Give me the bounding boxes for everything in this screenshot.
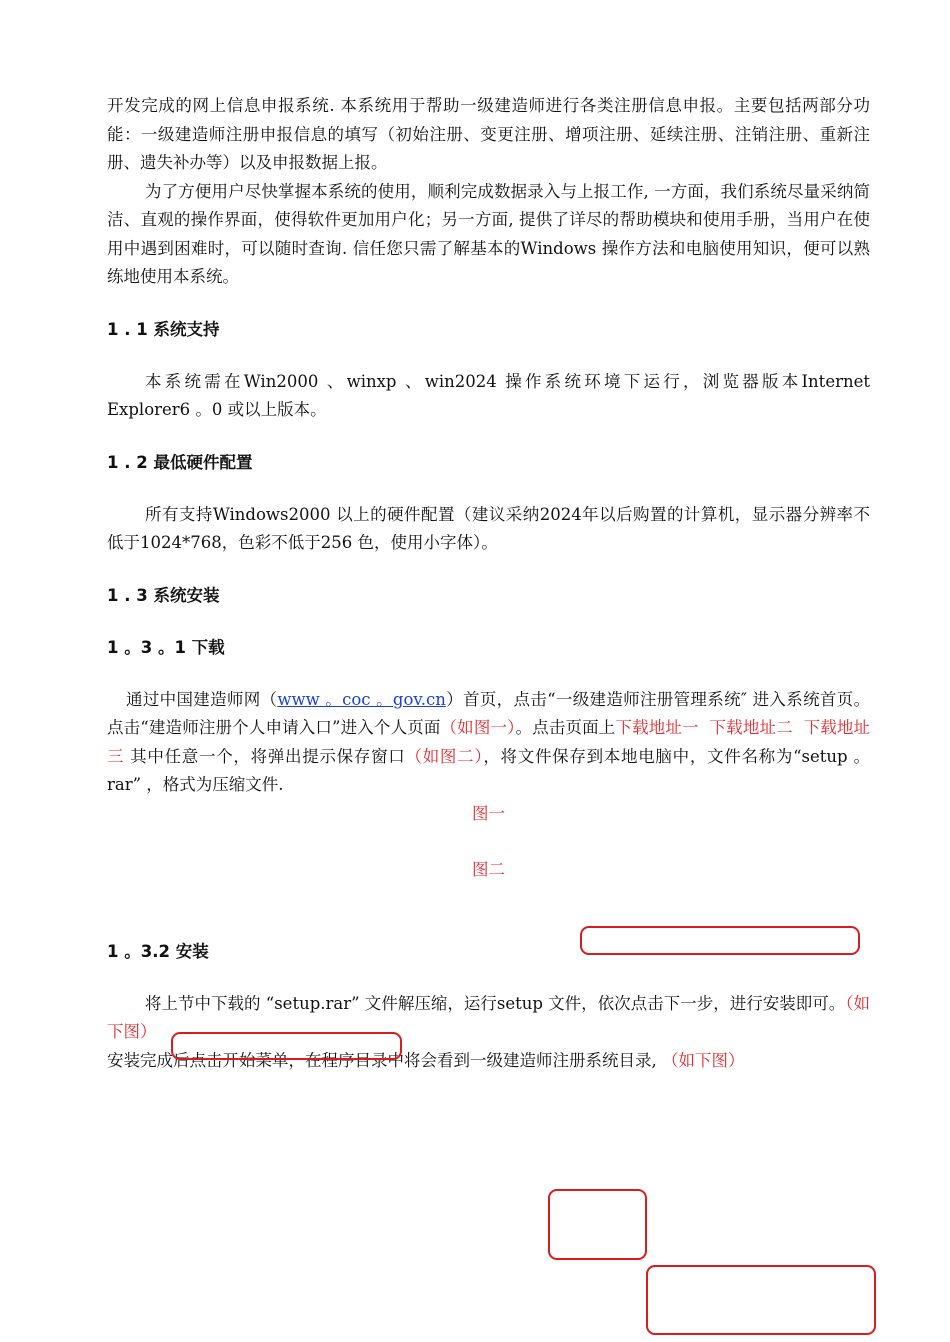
figure-1-reference: （如图一）: [440, 718, 516, 737]
section-1-1-body: 本系统需在Win2000 、winxp 、win2024 操作系统环境下运行，浏览器版本Internet Explorer6 。0 或以上版本。: [107, 371, 870, 419]
figure-2-reference: （如图二）: [405, 746, 484, 766]
highlight-box-1: [580, 926, 860, 955]
install-text-2: 安装完成后点击开始菜单，在程序目录中将会看到一级建造师注册系统目录,: [107, 1050, 657, 1070]
section-heading-1-3-1: 1 。3 。1 下载: [107, 637, 225, 657]
section-1-2-body: 所有支持Windows2000 以上的硬件配置（建议采纳2024年以后购置的计算机，显示器分辨率不低于1024*768，色彩不低于256 色，使用小字体）。: [107, 504, 870, 552]
download-text-5: ，将文件保存到本地电脑中，文件名称为“setup 。rar” ，格式为压缩文件.: [107, 746, 871, 794]
intro-paragraph-2: 为了方便用户尽快掌握本系统的使用，顺利完成数据录入与上报工作, 一方面，我们系统尽量采纳简洁、直观的操作界面，使得软件更加用户化；另一方面, 提供了详尽的帮助模块和使用手册，当用户在使用中遇到困难时，可以随时查询. 信任您只需了解基本的Windows 操作方法和电脑使用知识，便可以熟练地使用本系统。: [107, 181, 870, 286]
section-heading-1-3: 1 . 3 系统安装: [107, 585, 220, 605]
section-heading-1-1: 1 . 1 系统支持: [107, 319, 220, 339]
download-paragraph: [107, 686, 870, 800]
download-text-1: 通过中国建造师网（: [126, 689, 278, 709]
download-text-3: 。点击页面上: [515, 718, 616, 737]
install-figure-reference-2: （如下图）: [662, 1050, 745, 1070]
section-heading-1-2: 1 . 2 最低硬件配置: [107, 452, 253, 472]
download-address-3-link[interactable]: 下载地址三: [107, 718, 871, 766]
download-address-2-link[interactable]: 下载地址二: [709, 718, 793, 737]
intro-paragraph-1: 开发完成的网上信息申报系统. 本系统用于帮助一级建造师进行各类注册信息申报。主要包括两部分功能：一级建造师注册申报信息的填写（初始注册、变更注册、增项注册、延续注册、注销注册、重新注册、遗失补办等）以及申报数据上报。: [107, 96, 870, 172]
figure-1-caption: 图一: [472, 803, 505, 823]
install-text-1: 将上节中下载的 “setup.rar” 文件解压缩，运行setup 文件，依次点击下一步，进行安装即可。: [145, 993, 846, 1013]
highlight-box-3: [548, 1189, 647, 1260]
figure-2-caption: 图二: [472, 859, 505, 879]
download-address-1-link[interactable]: 下载地址一: [615, 718, 699, 737]
coc-website-link[interactable]: www 。coc 。gov.cn: [277, 689, 446, 709]
highlight-box-2: [171, 1032, 402, 1060]
download-text-2: ）首页，点击“一级建造师注册管理系统″ 进入系统首页。点击“建造师注册个人申请入口”进入个人页面: [107, 689, 871, 737]
section-heading-1-3-2: 1 。3.2 安装: [107, 941, 209, 961]
highlight-box-4: [646, 1265, 876, 1335]
install-figure-reference-1: （如下图）: [107, 993, 870, 1041]
download-text-4: 其中任意一个，将弹出提示保存窗口: [124, 746, 406, 766]
